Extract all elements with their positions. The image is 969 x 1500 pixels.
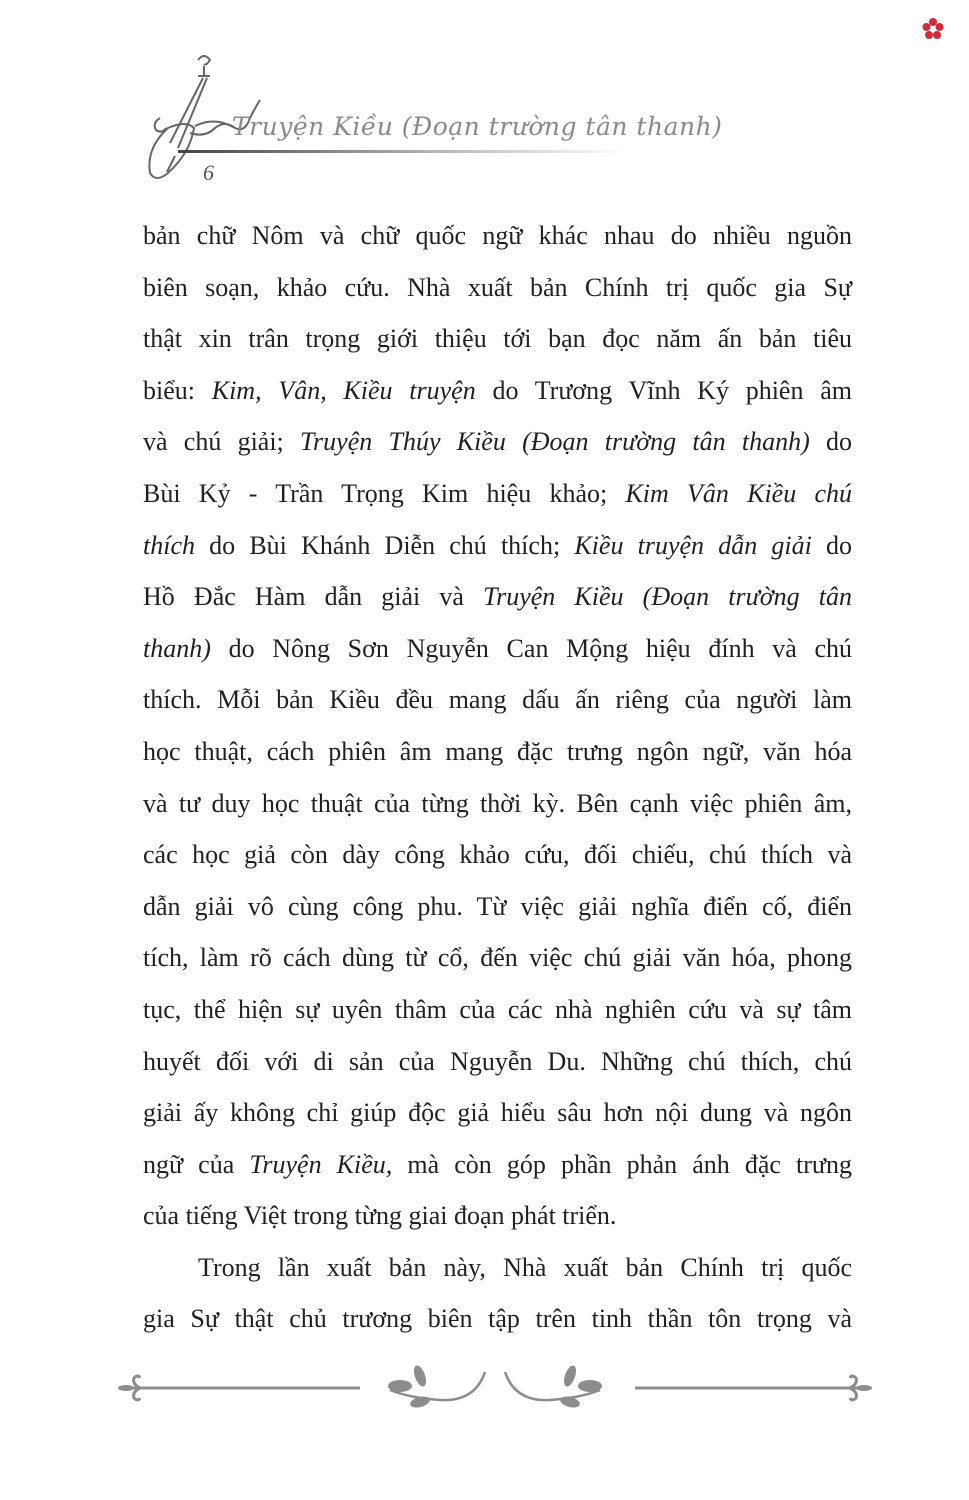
text-segment: dẫn giải vô cùng công phu. Từ việc giải nghĩa điển cố, điển xyxy=(143,891,852,921)
text-line xyxy=(143,782,852,834)
text-line xyxy=(143,575,852,627)
text-segment: mà còn góp phần phản ánh đặc trưng xyxy=(392,1149,852,1179)
text-segment: tích, làm rõ cách dùng từ cổ, đến việc chú giải văn hóa, phong xyxy=(143,943,852,973)
header-rule xyxy=(178,150,628,153)
text-line xyxy=(143,988,852,1040)
text-segment: gia Sự thật chủ trương biên tập trên tinh thần tôn trọng và xyxy=(143,1304,852,1334)
italic-title-text: thích xyxy=(143,530,195,560)
text-line xyxy=(143,420,852,472)
text-line xyxy=(143,317,852,369)
text-line xyxy=(143,1091,852,1143)
text-segment: thật xin trân trọng giới thiệu tới bạn đọc năm ấn bản tiêu xyxy=(143,324,852,354)
italic-title-text: Kiều truyện dẫn giải xyxy=(574,530,812,560)
text-segment: biên soạn, khảo cứu. Nhà xuất bản Chính trị quốc gia Sự xyxy=(143,272,852,302)
text-line xyxy=(143,214,852,266)
text-segment: giải ấy không chỉ giúp độc giả hiểu sâu hơn nội dung và ngôn xyxy=(143,1098,852,1128)
text-line xyxy=(143,1297,852,1349)
text-segment: biểu: xyxy=(143,375,212,405)
text-line xyxy=(143,472,852,524)
italic-title-text: Truyện Thúy Kiều (Đoạn trường tân thanh) xyxy=(300,427,810,457)
italic-title-text: Kim, Vân, Kiều truyện xyxy=(211,375,476,405)
text-segment: do xyxy=(811,530,852,560)
text-segment: Bùi Kỷ - Trần Trọng Kim hiệu khảo; xyxy=(143,478,626,508)
text-segment: do Nông Sơn Nguyễn Can Mộng hiệu đính và chú xyxy=(210,633,852,663)
text-segment: các học giả còn dày công khảo cứu, đối chiếu, chú thích và xyxy=(143,840,852,870)
text-line xyxy=(143,627,852,679)
text-line xyxy=(143,833,852,885)
page-number: 6 xyxy=(203,160,214,185)
text-line xyxy=(143,524,852,576)
text-segment: và tư duy học thuật của từng thời kỳ. Bên cạnh việc phiên âm, xyxy=(143,788,852,818)
text-segment: và chú giải; xyxy=(143,427,301,457)
text-line xyxy=(143,936,852,988)
text-line xyxy=(143,1246,852,1298)
text-line xyxy=(143,885,852,937)
text-line xyxy=(143,730,852,782)
text-segment: do Trương Vĩnh Ký phiên âm xyxy=(475,375,852,405)
text-segment: do Bùi Khánh Diễn chú thích; xyxy=(195,530,575,560)
flower-icon xyxy=(921,17,945,41)
italic-title-text: Truyện Kiều, xyxy=(249,1149,393,1179)
text-segment: bản chữ Nôm và chữ quốc ngữ khác nhau do nhiều nguồn xyxy=(143,221,852,250)
text-line xyxy=(143,1194,852,1246)
text-segment: học thuật, cách phiên âm mang đặc trưng ngôn ngữ, văn hóa xyxy=(143,736,852,766)
italic-title-text: Kim Vân Kiều chú xyxy=(625,478,852,508)
text-segment: thích. Mỗi bản Kiều đều mang dấu ấn riêng của người làm xyxy=(143,685,852,715)
text-segment: của tiếng Việt trong từng giai đoạn phát triển. xyxy=(143,1201,617,1231)
text-segment: tục, thể hiện sự uyên thâm của các nhà nghiên cứu và sự tâm xyxy=(143,994,852,1024)
text-line xyxy=(143,369,852,421)
body-text xyxy=(143,214,852,1349)
running-title: Truyện Kiều (Đoạn trường tân thanh) xyxy=(232,112,723,141)
text-segment: do xyxy=(809,427,853,457)
footer-ornament xyxy=(110,1362,880,1417)
text-segment: huyết đối với di sản của Nguyễn Du. Những chú thích, chú xyxy=(143,1046,852,1076)
text-line xyxy=(143,1143,852,1195)
text-line xyxy=(143,266,852,318)
italic-title-text: Truyện Kiều (Đoạn trường tân xyxy=(483,582,852,612)
text-line xyxy=(143,678,852,730)
text-segment: ngữ của xyxy=(143,1149,250,1179)
text-line xyxy=(143,1040,852,1092)
italic-title-text: thanh) xyxy=(143,633,211,663)
text-segment: Hồ Đắc Hàm dẫn giải và xyxy=(143,582,484,612)
text-segment: Trong lần xuất bản này, Nhà xuất bản Chính trị quốc xyxy=(198,1252,852,1282)
